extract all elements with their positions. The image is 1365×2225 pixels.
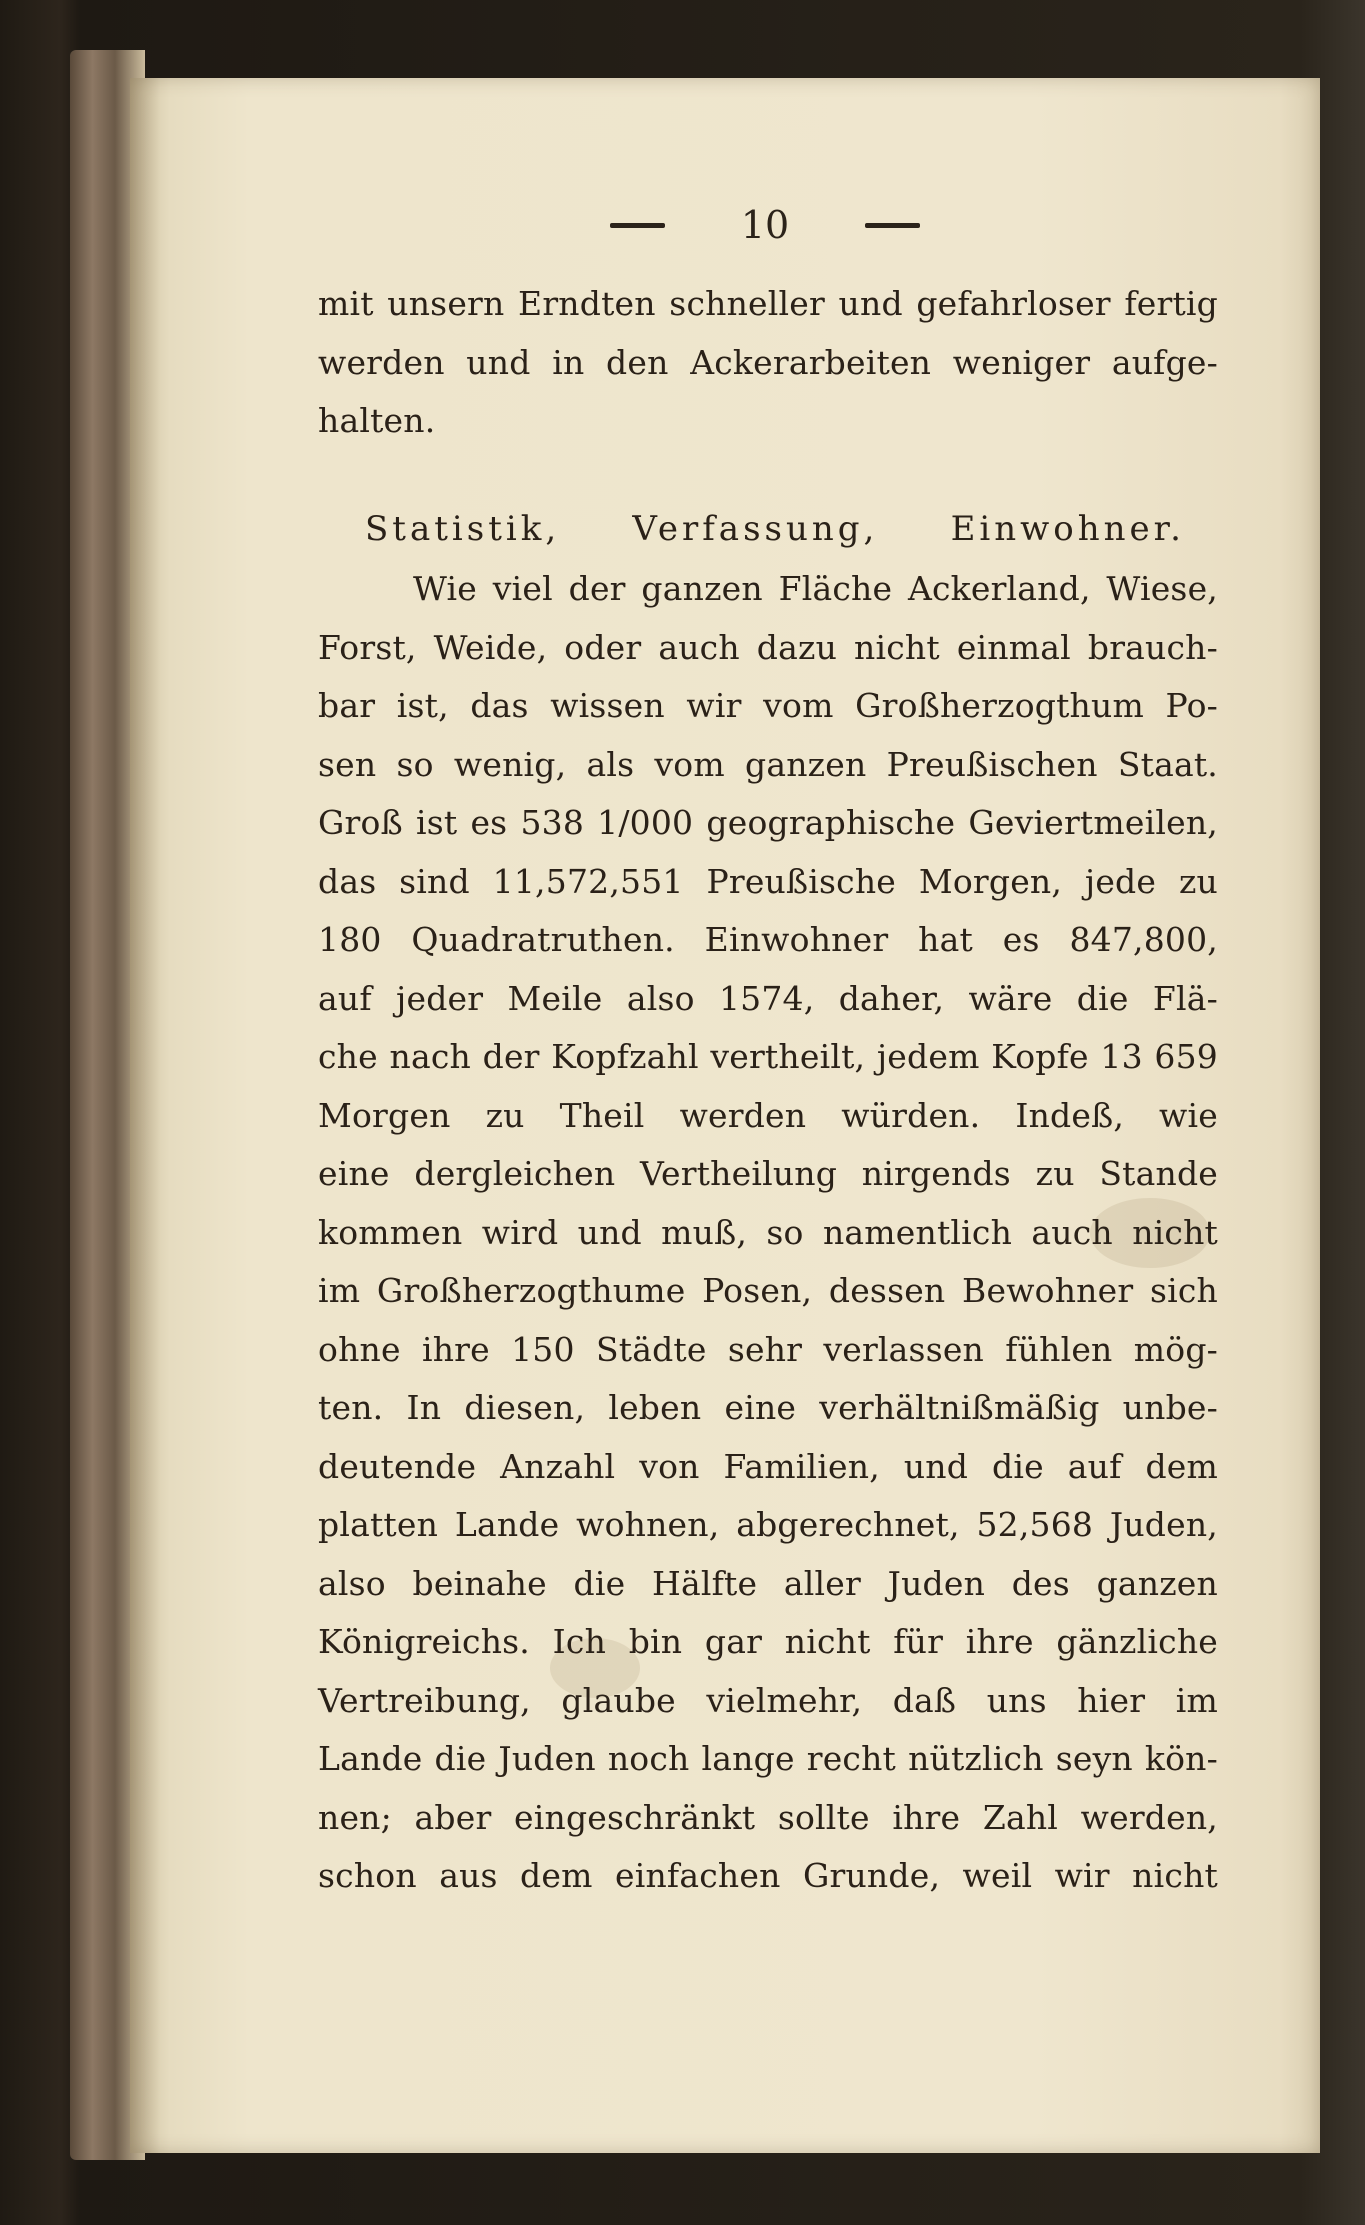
- text-line: platten Lande wohnen, abgerechnet, 52,568 Juden,: [318, 1505, 1218, 1544]
- text-line: das sind 11,572,551 Preußische Morgen, jede zu: [318, 861, 1218, 901]
- text-line: Lande die Juden noch lange recht nützlich seyn kön-: [318, 1739, 1218, 1778]
- text-line: deutende Anzahl von Familien, und die auf dem: [318, 1446, 1218, 1486]
- text-line: Groß ist es 538 1/000 geographische Geviertmeilen,: [318, 803, 1218, 842]
- text-line: Forst, Weide, oder auch dazu nicht einmal brauch-: [318, 627, 1218, 667]
- text-line: werden und in den Ackerarbeiten weniger aufge-: [318, 342, 1218, 382]
- text-line: Königreichs. Ich bin gar nicht für ihre gänzliche: [318, 1622, 1218, 1661]
- text-line: sen so wenig, als vom ganzen Preußischen Staat.: [318, 744, 1218, 784]
- page-header: [610, 205, 920, 245]
- paragraph-continuation: [318, 275, 1218, 451]
- text-line: ohne ihre 150 Städte sehr verlassen fühlen mög-: [318, 1329, 1218, 1369]
- text-line: halten.: [318, 401, 436, 440]
- text-line: Wie viel der ganzen Fläche Ackerland, Wiese,: [413, 569, 1218, 608]
- header-dash-left: [610, 223, 665, 228]
- text-line: kommen wird und muß, so namentlich auch nicht: [318, 1212, 1218, 1252]
- text-line: che nach der Kopfzahl vertheilt, jedem Kopfe 13 659: [318, 1037, 1218, 1076]
- section-heading: Statistik, Verfassung, Einwohner.: [365, 509, 1185, 549]
- text-line: ten. In diesen, leben eine verhältnißmäßig unbe-: [318, 1388, 1218, 1427]
- page-number: 10: [740, 203, 790, 247]
- text-line: mit unsern Erndten schneller und gefahrloser fertig: [318, 284, 1218, 323]
- text-line: im Großherzogthume Posen, dessen Bewohner sich: [318, 1271, 1218, 1310]
- text-line: nen; aber eingeschränkt sollte ihre Zahl werden,: [318, 1797, 1218, 1837]
- main-paragraph: [318, 560, 1218, 1906]
- text-line: auf jeder Meile also 1574, daher, wäre die Flä-: [318, 978, 1218, 1018]
- text-line: schon aus dem einfachen Grunde, weil wir nicht: [318, 1856, 1218, 1895]
- text-line: 180 Quadratruthen. Einwohner hat es 847,800,: [318, 920, 1218, 959]
- text-line: bar ist, das wissen wir vom Großherzogthum Po-: [318, 686, 1218, 725]
- text-line: Vertreibung, glaube vielmehr, daß uns hier im: [318, 1680, 1218, 1720]
- text-line: Morgen zu Theil werden würden. Indeß, wie: [318, 1095, 1218, 1135]
- header-dash-right: [865, 223, 920, 228]
- text-line: eine dergleichen Vertheilung nirgends zu Stande: [318, 1154, 1218, 1193]
- text-line: also beinahe die Hälfte aller Juden des ganzen: [318, 1563, 1218, 1603]
- page-gutter-shadow: [130, 78, 160, 2153]
